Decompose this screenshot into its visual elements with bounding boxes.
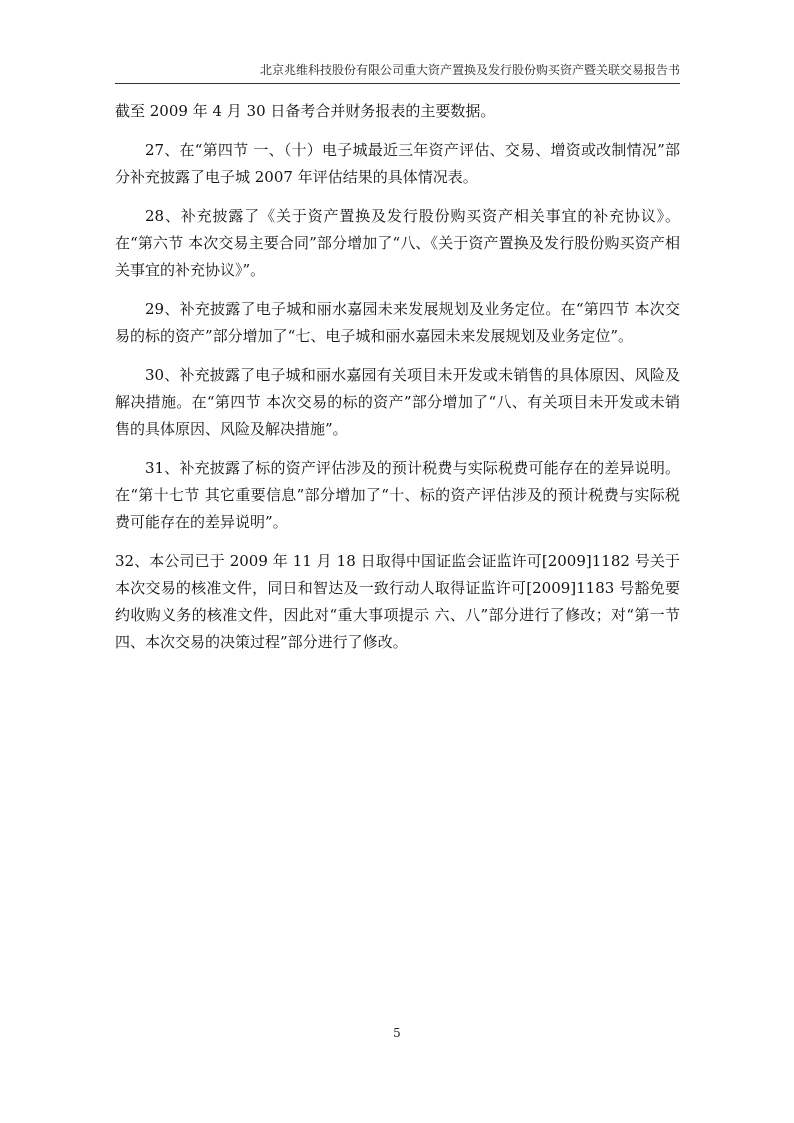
paragraph-item-31: 31、补充披露了标的资产评估涉及的预计税费与实际税费可能存在的差异说明。在“第十七节 其它重要信息”部分增加了“十、标的资产评估涉及的预计税费与实际税费可能存在的差异说明”。: [115, 459, 680, 531]
document-body: [115, 98, 680, 668]
paragraph-item-32: 32、本公司已于 2009 年 11 月 18 日取得中国证监会证监许可[2009]1182 号关于本次交易的核准文件，同日和智达及一致行动人取得证监许可[2009]1183 号豁免要约收购义务的核准文件，因此对“重大事项提示 六、八”部分进行了修改；对“第一节 四、本次交易的决策过程”部分进行了修改。: [115, 552, 680, 651]
paragraph-item-27: 27、在“第四节 一、（十）电子城最近三年资产评估、交易、增资或改制情况”部分补充披露了电子城 2007 年评估结果的具体情况表。: [115, 141, 680, 186]
paragraph-item-30: 30、补充披露了电子城和丽水嘉园有关项目未开发或未销售的具体原因、风险及解决措施。在“第四节 本次交易的标的资产”部分增加了“八、有关项目未开发或未销售的具体原因、风险及解决措施”。: [115, 366, 680, 438]
page-header: 北京兆维科技股份有限公司重大资产置换及发行股份购买资产暨关联交易报告书: [259, 63, 680, 77]
paragraph-item-28: 28、补充披露了《关于资产置换及发行股份购买资产相关事宜的补充协议》。在“第六节 本次交易主要合同”部分增加了“八、《关于资产置换及发行股份购买资产相关事宜的补充协议》”。: [115, 207, 680, 279]
page-number: 5: [393, 1026, 401, 1040]
header-rule: [115, 83, 680, 84]
paragraph-continuation: 截至 2009 年 4 月 30 日备考合并财务报表的主要数据。: [115, 102, 496, 120]
paragraph-item-29: 29、补充披露了电子城和丽水嘉园未来发展规划及业务定位。在“第四节 本次交易的标的资产”部分增加了“七、电子城和丽水嘉园未来发展规划及业务定位”。: [115, 300, 680, 345]
